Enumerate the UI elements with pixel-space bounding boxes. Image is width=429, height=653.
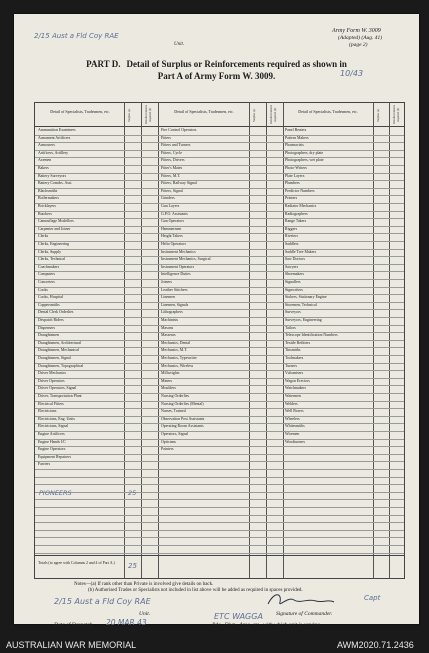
- despatch-label: Date of Despatch: [54, 622, 93, 628]
- trade-name: Blacksmiths: [38, 188, 58, 193]
- trade-name: Clerks, Engineering: [38, 242, 70, 246]
- trade-name: Driver, Transportation Plant: [38, 394, 82, 398]
- form-adapted: (Adapted) (Aug. 41): [338, 35, 383, 41]
- commander-signature: [264, 590, 344, 610]
- unit-label: Unit.: [174, 42, 185, 47]
- trade-name: Fitters and Turners: [161, 143, 191, 148]
- trade-name: Boilermakers: [38, 196, 59, 201]
- trade-name: Plumbers: [285, 181, 300, 186]
- trade-name: Concreters: [38, 280, 55, 284]
- form-sheet: [14, 14, 419, 628]
- col-header-reinf-3: Reinforcements required (b): [392, 105, 400, 125]
- trade-name: Masseurs: [161, 333, 176, 338]
- col-header-surplus-2: Surplus (a): [252, 108, 256, 122]
- trade-name: Riggers: [285, 226, 298, 231]
- despatch-date-handwritten: 20 MAR 43: [106, 618, 147, 627]
- trade-name: Watermen: [285, 394, 301, 398]
- rank-handwritten: Capt: [364, 594, 381, 602]
- trade-name: Instrument Mechanics: [161, 249, 196, 254]
- caption-accession: AWM2020.71.2436: [337, 640, 414, 650]
- unit-handwritten: 2/15 Aust a Fld Coy RAE: [34, 32, 119, 40]
- trade-name: Intelligence Duties: [161, 272, 191, 277]
- trade-name: Printers: [285, 196, 298, 201]
- trade-name: Armourers: [38, 143, 55, 148]
- trade-name: Grinders: [161, 196, 175, 201]
- trade-name: Battery Comdrs. Asst.: [38, 181, 73, 186]
- trade-name: Observation Post Assistants: [161, 416, 205, 421]
- pioneers-handwritten: PIONEERS: [39, 489, 72, 497]
- unit-handwritten-bottom: 2/15 Aust a Fld Coy RAE: [54, 597, 151, 606]
- trade-name: Joiners: [161, 280, 173, 284]
- trade-name: Linemen: [161, 295, 175, 300]
- trade-name: Electrical Fitters: [38, 401, 64, 406]
- total-handwritten: 25: [128, 562, 137, 570]
- trade-name: Farriers: [38, 462, 51, 467]
- trade-name: Fitters, Drivers: [161, 158, 185, 163]
- trade-name: Machinists: [161, 318, 179, 322]
- part-label: PART D.: [86, 59, 121, 69]
- trade-name: Fitters, Signal: [161, 188, 183, 193]
- trade-name: Engine Hands I/C: [38, 439, 66, 444]
- trade-name: Plate Layers: [285, 173, 305, 178]
- trade-name: Masons: [161, 325, 174, 330]
- trade-name: Electricians: [38, 409, 57, 414]
- trade-name: Fitters, Railway Signal: [161, 181, 197, 186]
- trades-grid: [34, 102, 405, 579]
- trade-name: Saddle Tree Makers: [285, 249, 317, 254]
- trade-name: Stokers, Stationary Engine: [285, 295, 327, 300]
- trade-name: Photographers, dry plate: [285, 150, 324, 155]
- note-a: Notes—(a) If rank other than Private is involved give details on back.: [74, 582, 214, 587]
- trade-name: Clerks, Technical: [38, 257, 66, 262]
- trade-name: Shoemakers: [285, 272, 305, 277]
- trade-name: Woodturners: [285, 439, 305, 444]
- trade-name: Bakers: [38, 166, 49, 170]
- trade-name: Bricklayers: [38, 204, 56, 208]
- trade-name: Butchers: [38, 211, 52, 216]
- trade-name: Toolmakers: [285, 356, 304, 360]
- trade-name: Gun Operators: [161, 219, 185, 224]
- trade-name: Operating Room Assistants: [161, 424, 204, 429]
- trade-name: Driver Operators, Signal: [38, 386, 77, 391]
- trade-name: Wiremen: [285, 432, 300, 436]
- trade-name: Painters: [161, 447, 174, 452]
- trade-name: Turners: [285, 363, 297, 368]
- col-header-spec-2: Detail of Specialists, Tradesmen, etc.: [174, 109, 234, 114]
- form-reference: Army Form W. 3009: [332, 28, 381, 34]
- trade-name: G.P.O. Assistants: [161, 211, 188, 216]
- trade-name: Tailors: [285, 325, 296, 330]
- trade-name: Nursing Orderlies: [161, 394, 189, 398]
- trade-name: Axemen: [38, 158, 52, 163]
- trade-name: Vulcanisers: [285, 371, 304, 376]
- trade-name: Engine Artificers: [38, 432, 65, 436]
- trade-name: Height Takers: [161, 234, 183, 239]
- trade-name: Electricians, Eng. Units: [38, 416, 75, 421]
- trade-name: Draughtsmen: [38, 333, 59, 338]
- trade-name: Coachmakers: [38, 264, 60, 269]
- form-title-line2: Part A of Army Form W. 3009.: [157, 71, 276, 81]
- trade-name: Panel Beaters: [285, 128, 307, 132]
- trade-name: Mechanics, M.T.: [161, 348, 188, 353]
- trade-name: Mechanics, Typewriter: [161, 356, 197, 360]
- trade-name: Artificers, Artillery: [38, 150, 69, 155]
- trade-name: Signwriters: [285, 287, 303, 292]
- trade-name: Carpenter and Joiner: [38, 226, 71, 231]
- trade-name: Radiator Mechanics: [285, 204, 317, 208]
- trade-name: Fitters: [161, 135, 171, 140]
- trade-name: Clerks: [38, 234, 49, 239]
- trade-name: Ammunition Examiners: [38, 128, 76, 132]
- col-header-reinf-2: Reinforcements required (b): [269, 105, 277, 125]
- unit-label-bottom: Unit.: [139, 611, 151, 617]
- form-title-line1: [14, 59, 419, 69]
- trade-name: Sawyers: [285, 264, 299, 269]
- trade-name: Electricians, Signal: [38, 424, 69, 429]
- trade-name: Helio Operators: [161, 242, 186, 246]
- trade-name: Saw Doctors: [285, 257, 305, 262]
- trade-name: Nursing Orderlies (Mental): [161, 401, 204, 406]
- trade-name: Fitters, M.T.: [161, 173, 181, 178]
- trade-name: Wheelers: [285, 416, 300, 421]
- trade-name: Predictor Numbers: [285, 188, 315, 193]
- trade-name: Draughtsmen, Topographical: [38, 363, 84, 368]
- trade-name: Surveyors: [285, 310, 301, 315]
- totals-label: Totals (to agree with Columns 2 and 4 of Part A.): [38, 561, 115, 565]
- trade-name: Gun Layers: [161, 204, 180, 208]
- trade-name: Draughtsmen, Signal: [38, 356, 71, 360]
- trade-name: Engine Operators: [38, 447, 66, 452]
- trade-name: Pattern Makers: [285, 135, 309, 140]
- note-b: (b) Authorised Trades or Specialists not included in list above will be added as required in spaces provided.: [88, 588, 303, 593]
- trade-name: Operators, Signal: [161, 432, 189, 436]
- title-text-1: Detail of Surplus or Reinforcements required as shown in: [126, 59, 347, 69]
- trade-name: Miners: [161, 378, 173, 383]
- trade-name: Coppersmiths: [38, 302, 60, 307]
- trade-name: Millwrights: [161, 371, 180, 376]
- table-row: [35, 545, 404, 554]
- trade-name: Equipment Repairers: [38, 454, 71, 459]
- grid-header: [35, 103, 404, 127]
- signature-label: Signature of Commander.: [276, 611, 333, 617]
- col-header-spec-3: Detail of Specialists, Tradesmen, etc.: [298, 109, 358, 114]
- trade-name: Storemen, Technical: [285, 302, 317, 307]
- trade-name: Saddlers: [285, 242, 299, 246]
- trade-name: Fire Control Operators: [161, 128, 197, 132]
- trade-name: Signallers: [285, 280, 301, 284]
- trade-name: Clerks, Supply: [38, 249, 62, 254]
- trade-name: Fitters, Cycle: [161, 150, 182, 155]
- trade-name: Cooks, Hospital: [38, 295, 64, 300]
- trade-name: Photographers, wet plate: [285, 158, 324, 163]
- trade-name: Dental Clerk Orderlies: [38, 310, 74, 315]
- trade-name: Linemen, Signals: [161, 302, 189, 307]
- trade-name: Riveters: [285, 234, 298, 239]
- trade-name: Armament Artificers: [38, 135, 71, 140]
- trade-name: Draughtsmen, Mechanical: [38, 348, 80, 353]
- trade-name: Driver Operators: [38, 378, 65, 383]
- trade-name: Instrument Operators: [161, 264, 195, 269]
- trade-name: Tinsmiths: [285, 348, 301, 353]
- trade-name: Hammermen: [161, 226, 182, 231]
- trade-name: Radiographers: [285, 211, 308, 216]
- col-header-surplus-3: Surplus (a): [376, 108, 380, 122]
- trade-name: Mechanics, Dental: [161, 340, 191, 345]
- trade-name: Driver Mechanics: [38, 371, 66, 376]
- col-header-surplus-1: Surplus (a): [127, 108, 131, 122]
- page-number: (page 2): [349, 42, 368, 48]
- trade-name: Draughtsmen, Architectural: [38, 340, 82, 345]
- trade-name: Camouflage Modellers: [38, 219, 74, 224]
- trade-name: Nurses, Trained: [161, 409, 186, 414]
- trade-name: Well Borers: [285, 409, 304, 414]
- trade-name: Cooks: [38, 287, 48, 292]
- trade-name: Surveyors, Engineering: [285, 318, 322, 322]
- surplus-handwritten: 25: [128, 489, 137, 497]
- trade-name: Opticians: [161, 439, 176, 444]
- trade-name: Computers: [38, 272, 56, 277]
- col-header-spec-1: Detail of Specialists, Tradesmen, etc.: [50, 109, 110, 114]
- trade-name: Moulders: [161, 386, 176, 391]
- col-header-reinf-1: Reinforcements required (b): [144, 105, 152, 125]
- trade-name: Telescope Identification Numbers: [285, 333, 338, 338]
- trade-name: Wagon Erectors: [285, 378, 310, 383]
- totals-row: [35, 555, 404, 581]
- trade-name: Watchmakers: [285, 386, 307, 391]
- trade-name: Dispensers: [38, 325, 56, 330]
- trade-name: Whitesmiths: [285, 424, 305, 429]
- trade-name: Lithographers: [161, 310, 183, 315]
- trade-name: Battery Surveyors: [38, 173, 67, 178]
- trade-name: Pharmacists: [285, 143, 304, 148]
- trade-name: Range Takers: [285, 219, 307, 224]
- trade-name: Textile Refitters: [285, 340, 311, 345]
- trade-name: Welders: [285, 401, 298, 406]
- caption-institution: AUSTRALIAN WAR MEMORIAL: [6, 640, 137, 650]
- trade-name: Instrument Mechanics, Surgical: [161, 257, 211, 262]
- bde-handwritten: ETC WAGGA: [214, 612, 263, 621]
- trade-name: Despatch Riders: [38, 318, 64, 322]
- trade-name: Leather Stitchers: [161, 287, 188, 292]
- trade-name: Mechanics, Wireless: [161, 363, 194, 368]
- bde-label: Bde., Divn., Area, etc., with which unit is serving.: [212, 622, 322, 628]
- reference-handwritten: 10/43: [340, 69, 364, 78]
- trade-name: Fitter's Mates: [161, 166, 183, 170]
- trade-name: Photo-Writers: [285, 166, 307, 170]
